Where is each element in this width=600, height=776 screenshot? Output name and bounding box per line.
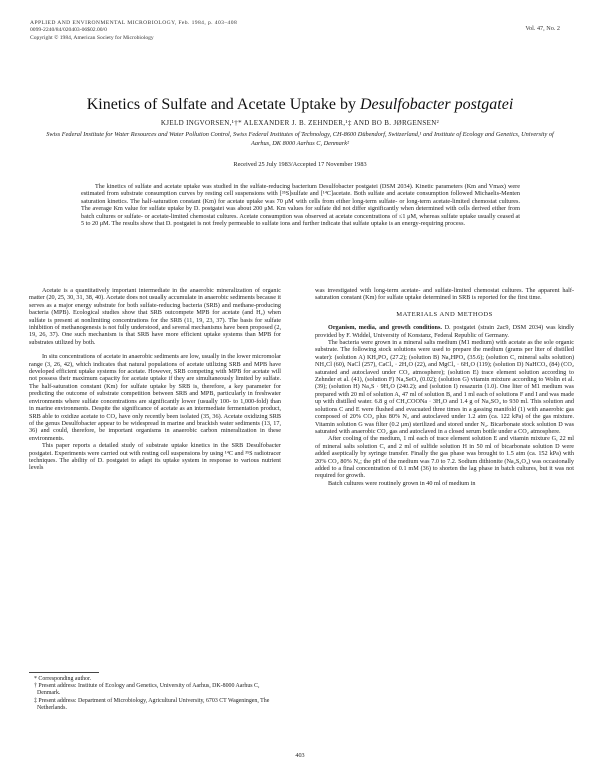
intro-paragraph-3: This paper reports a detailed study of substrate uptake kinetics in the SRB Desulfobacter postgatei. Experiments were carried out with resting cell suspensions by using ¹⁴C and ³⁵S radiotracer techniques. The ability of D. postgatei to adapt its uptake system in response to various nutrient levels <box>29 442 281 472</box>
methods-paragraph-1 <box>315 324 574 339</box>
footnotes <box>29 676 281 712</box>
footnote-rule <box>29 672 99 673</box>
footnote-address-2: ‡ Present address: Department of Microbiology, Agricultural University, 6703 CT Wageningen, The Netherlands. <box>34 697 270 711</box>
article-title <box>30 95 570 115</box>
run-in-heading: Organism, media, and growth conditions. <box>328 324 442 332</box>
footnote-address-1: † Present address: Institute of Ecology and Genetics, University of Aarhus, DK-8000 Aarhus C, Denmark. <box>34 683 260 697</box>
volume-issue: Vol. 47, No. 2 <box>525 25 560 32</box>
methods-paragraph-4: Batch cultures were routinely grown in 40 ml of medium in <box>328 479 476 487</box>
methods-paragraph-2: The bacteria were grown in a mineral salts medium (M1 medium) with acetate as the sole organic substrate. The following stock solutions were used to prepare the medium (grams per liter of distilled water): (solution A) KH₂PO₄ (27.2); (solution B) Na₂HPO₄ (35.6); (solution C, mineral salts solution) NH₄Cl (60), NaCl (257), CaCl₂ · 2H₂O (22), and MgCl₂ · 6H₂O (119); (solution D) NaHCO₃ (84) (CO₂ saturated and autoclaved under CO₂ atmosphere); (solution E) trace element solution according to Zehnder et al. (41), (solution F) Na₂SeO₃ (0.02); (solution G) vitamin mixture according to Wolin et al. (39); (solution H) Na₂S · 9H₂O (240.2); and (solution I) resazurin (1.0). One liter of M1 medium was prepared with 20 ml of solution A, 47 ml of solution B, and 1 ml each of solutions F and I and was made up with distilled water. 6.8 g of CH₃COONa · 3H₂O and 1.4 g of Na₂SO₄ to 930 ml. This solution and solutions C and E were flushed and evacuated three times in a gassing manifold (1) with anaerobic gas composed of 20% CO₂ plus 80% N₂ and autoclaved under 1.2 atm (ca. 122 kPa) of the gas mixture. Vitamin solution G was filter (0.2 μm) sterilized and stored under N₂. Bicarbonate stock solution D was saturated with anaerobic CO₂ gas and autoclaved in a closed serum bottle under a CO₂ atmosphere. <box>315 339 574 435</box>
author-list: KJELD INGVORSEN,¹†* ALEXANDER J. B. ZEHNDER,¹‡ AND BO B. JØRGENSEN² <box>160 119 440 127</box>
right-column <box>315 287 574 487</box>
methods-paragraph-1-text: D. postgatei (strain 2ac9, DSM 2034) was kindly provided by F. Widdel, University of Konstanz, Federal Republic of Germany. <box>315 324 574 339</box>
article-code: 0099-2240/84/020403-06$02.00/0 <box>30 27 107 34</box>
journal-header <box>30 20 237 42</box>
title-main: Kinetics of Sulfate and Acetate Uptake by <box>86 96 360 113</box>
intro-paragraph-1: Acetate is a quantitatively important intermediate in the anaerobic mineralization of organic matter (20, 25, 30, 31, 38, 40). Acetate does not usually accumulate in anaerobic sediments because it serves as a major energy substrate for both sulfate-reducing bacteria (SRB) and methane-producing bacteria (MPB). Ecological studies show that SRB outcompete MPB for acetate (and H₂) when sulfate is present at nonlimiting concentrations for the SRB (11, 19, 23, 37). The basis for sulfate inhibition of methanogenesis is not fully understood, and several mechanisms have been proposed (2, 19, 26, 37). One such mechanism is that SRB have more efficient uptake systems than MPB for substrates utilized by both. <box>29 287 281 346</box>
copyright-line: Copyright © 1984, American Society for Microbiology <box>30 34 154 41</box>
footnote-corresponding: * Corresponding author. <box>34 676 92 682</box>
left-column <box>29 287 281 472</box>
affiliations: Swiss Federal Institute for Water Resources and Water Pollution Control, Swiss Federal Institutes of Technology, CH-8600 Dübendorf, Switzerland,¹ and Institute of Ecology and Genetics, University of Aarhus, DK 8000 Aarhus C, Denmark² <box>46 131 554 147</box>
intro-continuation: was investigated with long-term acetate- and sulfate-limited chemostat cultures. The apparent half-saturation constant (Km) for sulfate uptake determined in SRB is reported for the first time. <box>315 287 574 302</box>
methods-paragraph-3: After cooling of the medium, 1 ml each of trace element solution E and vitamin mixture G, 22 ml of mineral salts solution C, and 2 ml of sulfide solution H in 50 ml of bicarbonate solution D were added aseptically by syringe transfer. Finally the gas phase was brought to 1.5 atm (ca. 152 kPa) with 20% CO₂ 80% N₂; the pH of the medium was 7.0 to 7.2. Sodium dithionite (Na₂S₂O₄) was occasionally added to a final concentration of 0.1 mM (36) to shorten the lag phase in batch cultures, but it was not required for growth. <box>315 435 574 480</box>
intro-paragraph-2: In situ concentrations of acetate in anaerobic sediments are low, usually in the lower micromolar range (3, 26, 42), which indicates that natural populations of acetate utilizing SRB and MPB have developed efficient uptake systems for acetate. However, SRB competing with MPB for acetate will not possess their maximum capacity for acetate uptake if they are simultaneously limited by sulfate. The half-saturation constant (Km) for sulfate uptake by SRB is, therefore, a key parameter for predicting the outcome of substrate competition between SRB and MPB, particularly in freshwater environments where sulfate concentrations are significantly lower (usually 100- to 1,000-fold) than in marine environments. Despite the significance of acetate as an intermediate fermentation product, SRB able to oxidize acetate to CO₂ have only recently been isolated (35, 36). Acetate oxidizing SRB of the genus Desulfobacter appear to be widespread in marine and brackish water sediments (13, 17, 36) and could, therefore, be important organisms in anaerobic carbon mineralization in these environments. <box>29 353 281 442</box>
section-heading: MATERIALS AND METHODS <box>396 310 493 318</box>
title-species: Desulfobacter postgatei <box>359 96 514 113</box>
abstract: The kinetics of sulfate and acetate uptake was studied in the sulfate-reducing bacterium Desulfobacter postgatei (DSM 2034). Kinetic parameters (Km and Vmax) were estimated from substrate consumption curves by resting cell suspensions with [³⁵S]sulfate and [¹⁴C]acetate. Both sulfate and acetate consumption followed Michaelis-Menten saturation kinetics. The half-saturation constant (Km) for acetate uptake was 70 μM with cells from either long-term sulfate- or long-term acetate-limited chemostat cultures. The average Km value for sulfate uptake by D. postgatei was about 200 μM. Km values for sulfate did not differ significantly when determined with cells derived either from batch cultures or sulfate- or acetate-limited chemostat cultures. Acetate consumption was observed at acetate concentrations of ≤1 μM, whereas sulfate uptake usually ceased at 5 to 20 μM. The results show that D. postgatei is not freely permeable to sulfate ions and further indicate that sulfate uptake is an energy-requiring process. <box>81 183 520 228</box>
received-dates: Received 25 July 1983/Accepted 17 November 1983 <box>233 161 367 168</box>
page-number: 403 <box>295 752 305 759</box>
journal-citation: APPLIED AND ENVIRONMENTAL MICROBIOLOGY, Feb. 1984, p. 403–408 <box>30 20 238 26</box>
